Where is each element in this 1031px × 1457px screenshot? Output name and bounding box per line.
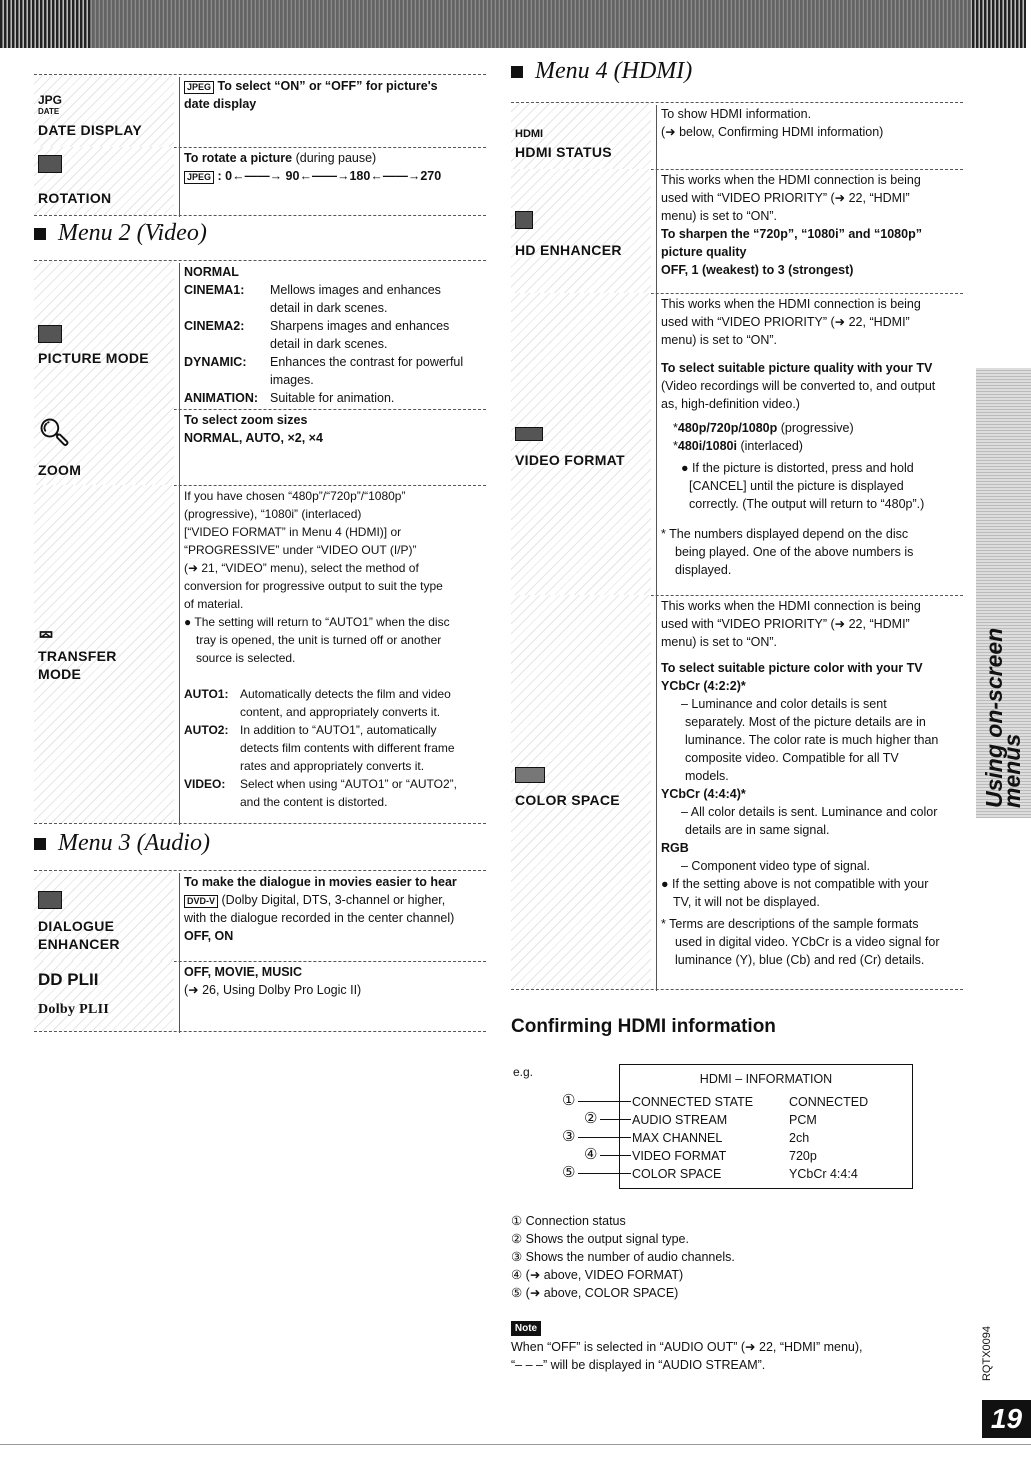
text-line: * Terms are descriptions of the sample formats — [661, 917, 919, 931]
info-key: VIDEO FORMAT — [632, 1149, 727, 1163]
info-key: CONNECTED STATE — [632, 1095, 754, 1109]
text-line: separately. Most of the picture details are in — [685, 715, 926, 729]
row-description: OFF, MOVIE, MUSIC (➜ 26, Using Dolby Pro Logic II) — [179, 963, 486, 1033]
option-key: AUTO2: — [184, 723, 229, 737]
text-line: displayed. — [675, 563, 732, 577]
row-hdmi-status — [511, 103, 963, 170]
text-line: conversion for progressive output to suit the type — [184, 579, 443, 593]
video-format-icon — [515, 427, 543, 446]
text-line: (progressive), “1080i” (interlaced) — [184, 507, 362, 521]
text-line: luminance. The color rate is much higher than — [685, 733, 939, 747]
note-badge: Note — [511, 1321, 541, 1336]
page-number: 19 — [982, 1400, 1031, 1438]
text-line: “PROGRESSIVE” under “VIDEO OUT (I/P)” — [184, 543, 417, 557]
row-description: To rotate a picture (during pause) JPEG : 0←——→ 90←——→180←——→270 — [179, 149, 486, 217]
bold-line: To select suitable picture quality with your TV — [661, 361, 933, 375]
text-line: – Component video type of signal. — [681, 859, 871, 873]
row-transfer-mode — [34, 485, 486, 824]
row-rotation — [34, 147, 486, 216]
text-line: This works when the HDMI connection is being — [661, 173, 921, 187]
text-line: ② Shows the output signal type. — [511, 1232, 689, 1246]
text-line: of material. — [184, 597, 244, 611]
row-label: ZOOM — [38, 462, 82, 478]
hd-enhancer-icon — [515, 211, 533, 234]
menu3-table — [34, 870, 486, 1031]
row-dialogue-enhancer — [34, 871, 486, 962]
row-label: PICTURE MODE — [38, 350, 149, 366]
row-label: COLOR SPACE — [515, 792, 620, 808]
row-label: TRANSFER — [38, 648, 117, 664]
option-value: Sharpens images and enhances — [270, 319, 450, 333]
option-line — [184, 281, 486, 299]
text-line: This works when the HDMI connection is being — [661, 297, 921, 311]
jpeg-tag: JPEG — [184, 81, 214, 94]
option-line — [184, 299, 486, 317]
callout-marker: ④ — [584, 1146, 598, 1163]
text-line: used in digital video. YCbCr is a video signal for — [675, 935, 940, 949]
option-value: Mellows images and enhances — [270, 283, 441, 297]
menu4-table — [511, 102, 963, 989]
text-line: details are in same signal. — [685, 823, 830, 837]
text-line: used with “VIDEO PRIORITY” (➜ 22, “HDMI” — [661, 315, 910, 329]
row-description: To select zoom sizes NORMAL, AUTO, ×2, ×4 — [179, 411, 486, 487]
confirm-title: Confirming HDMI information — [511, 1016, 776, 1037]
document-code: RQTX0094 — [981, 1326, 993, 1382]
dialogue-enhancer-icon — [38, 891, 62, 914]
text-line: – All color details is sent. Luminance and color — [681, 805, 938, 819]
option-key: AUTO1: — [184, 687, 229, 701]
text-line: ⑤ (➜ above, COLOR SPACE) — [511, 1286, 679, 1300]
info-row — [632, 1111, 817, 1129]
menu2-heading: Menu 2 (Video) — [34, 224, 207, 242]
row-label: ENHANCER — [38, 936, 120, 952]
option-value: Select when using “AUTO1” or “AUTO2”, — [240, 777, 457, 791]
text-line: ④ (➜ above, VIDEO FORMAT) — [511, 1268, 684, 1282]
option-key: DYNAMIC: — [184, 355, 247, 369]
hdmi-icon: HDMI — [515, 128, 544, 140]
text-line: If you have chosen “480p”/“720p”/“1080p” — [184, 489, 406, 503]
option-key — [184, 757, 240, 775]
option-value: detail in dark scenes. — [270, 337, 388, 351]
option-line — [184, 335, 486, 353]
option-key: NORMAL — [184, 265, 239, 279]
right-column — [511, 58, 963, 992]
row-description — [179, 487, 486, 825]
info-value: 2ch — [789, 1131, 810, 1145]
jpg-date-icon: JPG DATE — [38, 93, 63, 116]
info-value: CONNECTED — [789, 1095, 869, 1109]
text-line: correctly. (The output will return to “480p”.) — [689, 497, 925, 511]
info-row — [632, 1165, 858, 1183]
option-key — [184, 703, 240, 721]
info-value: YCbCr 4:4:4 — [789, 1167, 858, 1181]
info-key: COLOR SPACE — [632, 1167, 722, 1181]
rotate-icon — [38, 155, 62, 178]
info-key: AUDIO STREAM — [632, 1113, 728, 1127]
bold-line: To sharpen the “720p”, “1080i” and “1080p” — [661, 227, 922, 241]
menu4-heading: Menu 4 (HDMI) — [511, 62, 692, 80]
bold-line: picture quality — [661, 245, 747, 259]
magnifier-icon: 🔍︎ — [38, 417, 72, 447]
text-line: [“VIDEO FORMAT” in Menu 4 (HDMI)] or — [184, 525, 402, 539]
option-key: CINEMA1: — [184, 283, 245, 297]
text-line: (➜ 21, “VIDEO” menu), select the method of — [184, 561, 419, 575]
info-value: PCM — [789, 1113, 817, 1127]
text-line: menu) is set to “ON”. — [661, 333, 777, 347]
row-label: VIDEO FORMAT — [515, 452, 625, 468]
row-dolby-plii — [34, 961, 486, 1032]
option-key — [184, 793, 240, 811]
option-value: Enhances the contrast for powerful — [270, 355, 464, 369]
option-key — [184, 371, 270, 389]
note-text: When “OFF” is selected in “AUDIO OUT” (➜ 22, “HDMI” menu), “– – –” will be displayed in “AUDIO STREAM”. — [511, 1340, 863, 1372]
color-space-icon — [515, 767, 545, 788]
option-value: images. — [270, 373, 314, 387]
option-title: YCbCr (4:4:4)* — [661, 787, 746, 801]
option-line — [184, 793, 486, 811]
option-line — [184, 685, 486, 703]
hdmi-info-box — [619, 1064, 913, 1189]
row-description — [656, 597, 963, 991]
text-line: menu) is set to “ON”. — [661, 635, 777, 649]
callout-marker: ③ — [562, 1128, 576, 1145]
jpeg-tag: JPEG — [184, 171, 214, 184]
option-key — [184, 335, 270, 353]
text-line: ● If the setting above is not compatible with your — [661, 877, 929, 891]
text-line: source is selected. — [196, 651, 296, 665]
callout-line — [578, 1137, 631, 1138]
side-tab-text: Using on-screen menus — [981, 627, 1025, 808]
info-row — [632, 1147, 817, 1165]
text-line: composite video. Compatible for all TV — [685, 751, 899, 765]
row-date-display — [34, 75, 486, 148]
row-label: DATE DISPLAY — [38, 122, 142, 138]
option-line — [184, 317, 486, 335]
text-line: menu) is set to “ON”. — [661, 209, 777, 223]
option-line — [184, 739, 486, 757]
row-label: MODE — [38, 666, 82, 682]
option-title: RGB — [661, 841, 689, 855]
left-column — [34, 74, 486, 1034]
row-description — [656, 171, 963, 295]
menu3-heading: Menu 3 (Audio) — [34, 834, 210, 852]
callout-marker: ② — [584, 1110, 598, 1127]
option-value: Automatically detects the film and video — [240, 687, 451, 701]
row-picture-mode — [34, 261, 486, 410]
option-key — [184, 739, 240, 757]
picture-mode-icon — [38, 325, 62, 348]
callout-line — [600, 1155, 631, 1156]
text-line: used with “VIDEO PRIORITY” (➜ 22, “HDMI” — [661, 191, 910, 205]
info-value: 720p — [789, 1149, 817, 1163]
option-value: detail in dark scenes. — [270, 301, 388, 315]
callout-line — [578, 1173, 631, 1174]
row-zoom — [34, 409, 486, 486]
option-line — [184, 353, 486, 371]
row-label: ROTATION — [38, 190, 112, 206]
legend-list — [511, 1212, 735, 1302]
option-value: rates and appropriately converts it. — [240, 759, 425, 773]
text-line: tray is opened, the unit is turned off or another — [196, 633, 442, 647]
callout-line — [578, 1101, 631, 1102]
dolby-icon: DD PLII — [38, 970, 99, 989]
row-label: DIALOGUE — [38, 918, 115, 934]
dvd-v-tag: DVD-V — [184, 895, 218, 908]
option-line — [184, 757, 486, 775]
callout-line — [600, 1119, 631, 1120]
text-line: TV, it will not be displayed. — [673, 895, 820, 909]
option-line — [184, 721, 486, 739]
text-line: ① Connection status — [511, 1214, 626, 1228]
text-line: (Video recordings will be converted to, and output — [661, 379, 936, 393]
bold-line: OFF, 1 (weakest) to 3 (strongest) — [661, 263, 854, 277]
menu2-table — [34, 260, 486, 823]
row-label: HDMI STATUS — [515, 144, 612, 160]
option-line: *480i/1080i (interlaced) — [673, 439, 803, 453]
option-key — [184, 299, 270, 317]
row-video-format — [511, 293, 963, 596]
option-line — [184, 389, 486, 407]
top-band-highlight — [90, 0, 970, 48]
option-line — [184, 263, 486, 281]
info-key: MAX CHANNEL — [632, 1131, 723, 1145]
text-line: [CANCEL] until the picture is displayed — [689, 479, 904, 493]
text-line: being played. One of the above numbers is — [675, 545, 914, 559]
row-description: To make the dialogue in movies easier to hear DVD-V (Dolby Digital, DTS, 3-channel or higher, with the dialogue recorded in the center channel) OFF, ON — [179, 873, 486, 963]
bold-line: To select suitable picture color with your TV — [661, 661, 923, 675]
row-color-space — [511, 595, 963, 990]
row-label: Dolby PLII — [38, 1002, 110, 1017]
text-line: ③ Shows the number of audio channels. — [511, 1250, 735, 1264]
row-description: JPEG To select “ON” or “OFF” for picture's date display — [179, 77, 486, 149]
option-key: CINEMA2: — [184, 319, 245, 333]
option-line: *480p/720p/1080p (progressive) — [673, 421, 854, 435]
option-key: ANIMATION: — [184, 391, 259, 405]
option-value: Suitable for animation. — [270, 391, 395, 405]
text-line: as, high-definition video.) — [661, 397, 800, 411]
text-line: luminance (Y), blue (Cb) and red (Cr) details. — [675, 953, 925, 967]
option-title: YCbCr (4:2:2)* — [661, 679, 746, 693]
option-value: and the content is distorted. — [240, 795, 388, 809]
text-line: ● The setting will return to “AUTO1” when the disc — [184, 615, 450, 629]
option-line — [184, 703, 486, 721]
option-value: In addition to “AUTO1”, automatically — [240, 723, 437, 737]
eg-label: e.g. — [513, 1065, 534, 1079]
option-line — [184, 775, 486, 793]
text-line: * The numbers displayed depend on the disc — [661, 527, 909, 541]
row-label: HD ENHANCER — [515, 242, 622, 258]
transfer-mode-icon: ⮹ — [38, 625, 54, 647]
info-row — [632, 1093, 868, 1111]
text-line: models. — [685, 769, 729, 783]
text-line: ● If the picture is distorted, press and hold — [681, 461, 914, 475]
callout-marker: ⑤ — [562, 1164, 576, 1181]
info-row — [632, 1129, 809, 1147]
row-description: To show HDMI information. (➜ below, Confirming HDMI information) — [656, 105, 963, 171]
row-description — [656, 295, 963, 597]
text-line: This works when the HDMI connection is being — [661, 599, 921, 613]
text-line: used with “VIDEO PRIORITY” (➜ 22, “HDMI” — [661, 617, 910, 631]
row-description — [179, 263, 486, 411]
option-line — [184, 371, 486, 389]
option-value: detects film contents with different frame — [240, 741, 455, 755]
option-value: content, and appropriately converts it. — [240, 705, 441, 719]
text-line: – Luminance and color details is sent — [681, 697, 887, 711]
row-hd-enhancer — [511, 169, 963, 294]
option-key: VIDEO: — [184, 777, 226, 791]
menu1-table — [34, 74, 486, 215]
box-title: HDMI – INFORMATION — [699, 1072, 833, 1086]
callout-marker: ① — [562, 1092, 576, 1109]
